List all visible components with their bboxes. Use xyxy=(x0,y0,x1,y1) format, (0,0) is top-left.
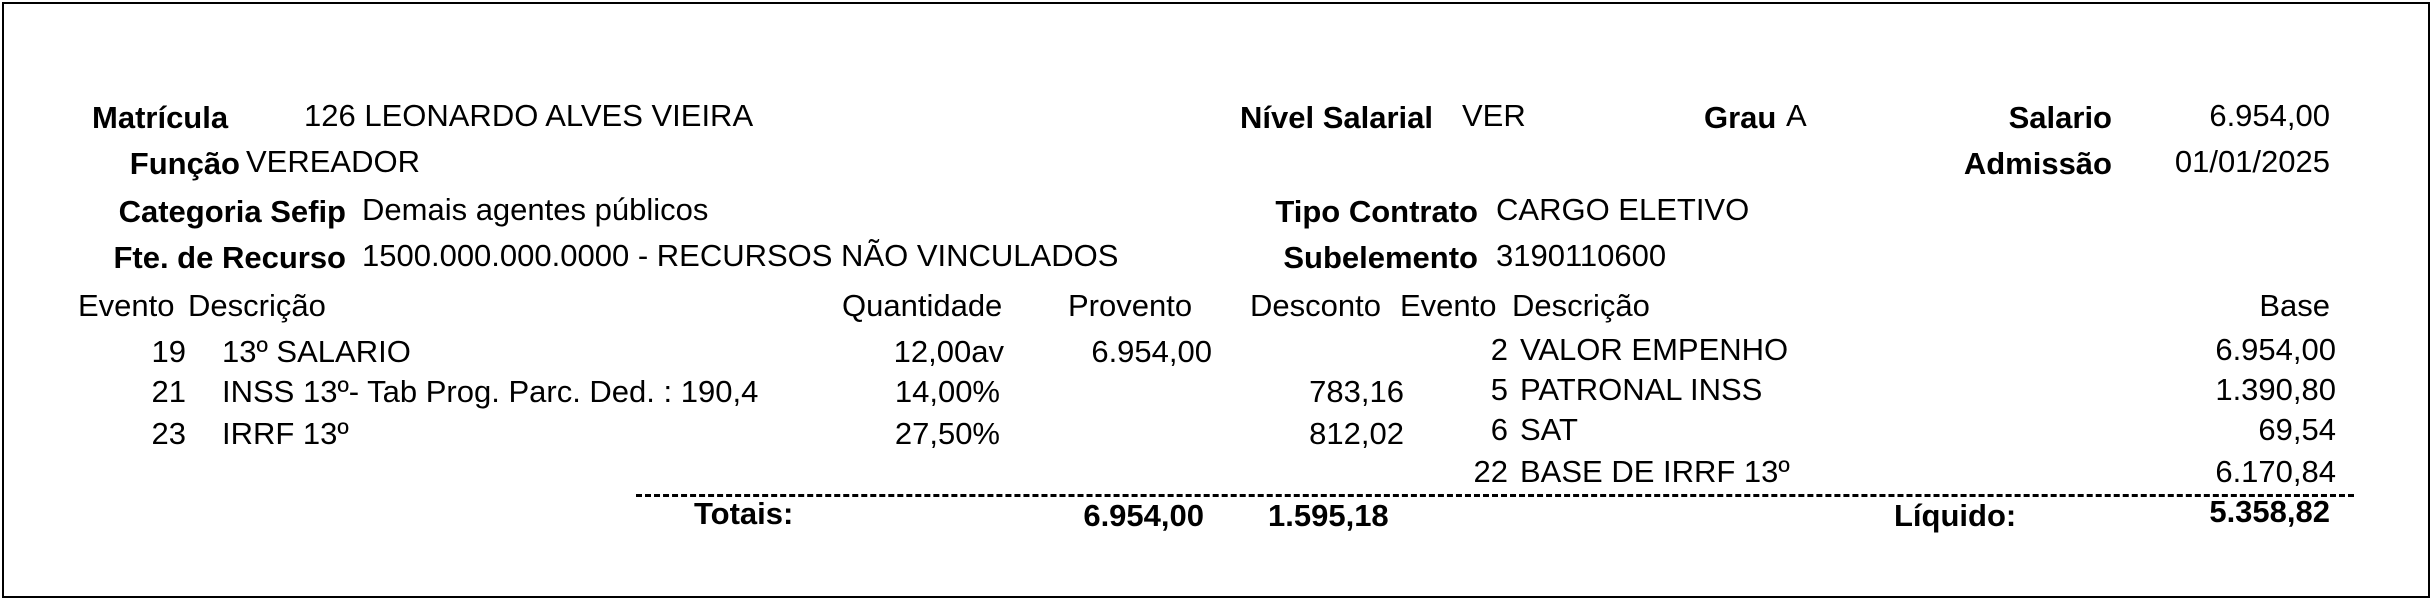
event-qty: 27,50% xyxy=(894,416,1000,451)
event-desc: IRRF 13º xyxy=(222,416,349,451)
tipo-contrato-label: Tipo Contrato xyxy=(1275,194,1478,229)
admissao-value: 01/01/2025 xyxy=(2174,144,2330,179)
base-value: 6.954,00 xyxy=(2215,332,2336,367)
event-desconto: 812,02 xyxy=(1309,416,1404,451)
event-desc: 13º SALARIO xyxy=(222,334,411,369)
fte-recurso-label: Fte. de Recurso xyxy=(113,240,346,275)
categoria-sefip-value: Demais agentes públicos xyxy=(362,192,709,227)
grau-value: A xyxy=(1786,98,1807,133)
col-quantidade: Quantidade xyxy=(842,288,1003,323)
base-code: 5 xyxy=(1490,372,1508,407)
base-code: 2 xyxy=(1490,332,1508,367)
col-evento-base: Evento xyxy=(1400,288,1497,323)
fte-recurso-value: 1500.000.000.0000 - RECURSOS NÃO VINCULADOS xyxy=(362,238,1119,273)
matricula-value: 126 LEONARDO ALVES VIEIRA xyxy=(304,98,754,133)
categoria-sefip-label: Categoria Sefip xyxy=(118,194,346,229)
event-desc: INSS 13º- Tab Prog. Parc. Ded. : 190,4 xyxy=(222,374,759,409)
base-value: 69,54 xyxy=(2258,412,2336,447)
salario-label: Salario xyxy=(2008,100,2112,135)
base-value: 6.170,84 xyxy=(2215,454,2336,489)
base-code: 6 xyxy=(1490,412,1508,447)
totais-label: Totais: xyxy=(694,496,794,531)
totals-divider xyxy=(636,494,2354,497)
salario-value: 6.954,00 xyxy=(2209,98,2330,133)
total-provento: 6.954,00 xyxy=(1083,498,1204,533)
admissao-label: Admissão xyxy=(1963,146,2112,181)
nivel-salarial-label: Nível Salarial xyxy=(1240,100,1434,135)
base-desc: VALOR EMPENHO xyxy=(1520,332,1789,367)
matricula-label: Matrícula xyxy=(92,100,229,135)
col-descricao-base: Descrição xyxy=(1512,288,1650,323)
event-qty: 12,00av xyxy=(893,334,1004,369)
total-desconto: 1.595,18 xyxy=(1268,498,1389,533)
event-provento: 6.954,00 xyxy=(1091,334,1212,369)
col-descricao: Descrição xyxy=(188,288,326,323)
funcao-label: Função xyxy=(129,146,240,181)
nivel-salarial-value: VER xyxy=(1462,98,1526,133)
col-base: Base xyxy=(2259,288,2330,323)
subelemento-value: 3190110600 xyxy=(1496,238,1667,273)
event-desconto: 783,16 xyxy=(1309,374,1404,409)
event-code: 21 xyxy=(151,374,186,409)
base-value: 1.390,80 xyxy=(2215,372,2336,407)
col-desconto: Desconto xyxy=(1250,288,1381,323)
funcao-value: VEREADOR xyxy=(246,144,420,179)
payslip-frame xyxy=(2,2,2430,598)
col-evento: Evento xyxy=(78,288,175,323)
base-desc: BASE DE IRRF 13º xyxy=(1520,454,1790,489)
event-code: 19 xyxy=(151,334,186,369)
base-code: 22 xyxy=(1473,454,1508,489)
base-desc: PATRONAL INSS xyxy=(1520,372,1763,407)
liquido-value: 5.358,82 xyxy=(2209,494,2330,529)
event-code: 23 xyxy=(151,416,186,451)
grau-label: Grau xyxy=(1704,100,1777,135)
liquido-label: Líquido: xyxy=(1894,498,2017,533)
event-qty: 14,00% xyxy=(894,374,1000,409)
tipo-contrato-value: CARGO ELETIVO xyxy=(1496,192,1750,227)
col-provento: Provento xyxy=(1068,288,1193,323)
subelemento-label: Subelemento xyxy=(1283,240,1478,275)
base-desc: SAT xyxy=(1520,412,1578,447)
